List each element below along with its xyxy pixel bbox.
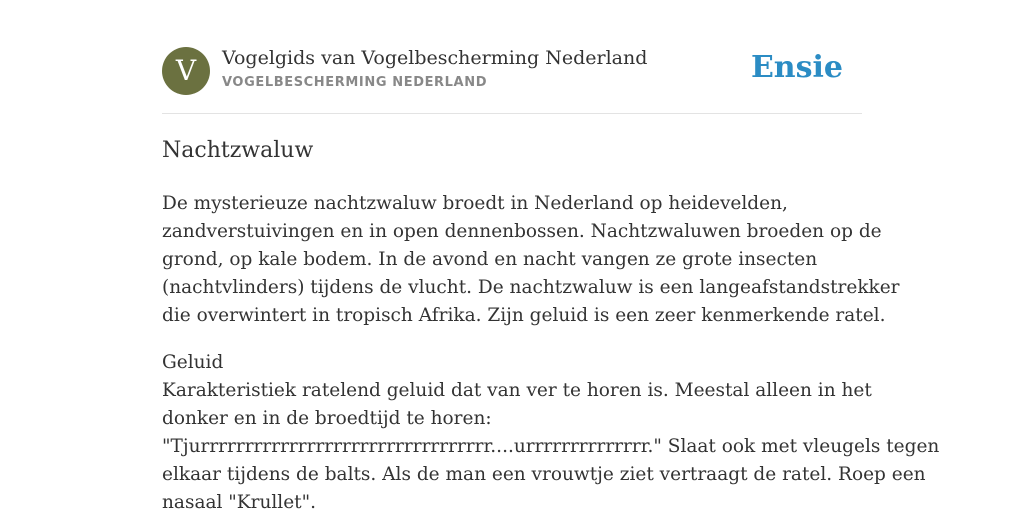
- source-publisher[interactable]: VOGELBESCHERMING NEDERLAND: [222, 75, 488, 90]
- source-title[interactable]: Vogelgids van Vogelbescherming Nederland: [222, 47, 648, 69]
- text-line: elkaar tijdens de balts. Als de man een vrouwtje ziet vertraagt de ratel. Roep een: [162, 464, 926, 485]
- header-divider: [162, 113, 862, 114]
- entry-content: [162, 190, 940, 512]
- text-line: zandverstuivingen en in open dennenbossen. Nachtzwaluwen broeden op de: [162, 221, 882, 242]
- entry-paragraph-sound: [162, 349, 940, 512]
- entry-paragraph-description: [162, 190, 900, 330]
- source-header: [162, 46, 862, 96]
- text-line: nasaal "Krullet".: [162, 492, 316, 512]
- text-line: "Tjurrrrrrrrrrrrrrrrrrrrrrrrrrrrrrrrr....urrrrrrrrrrrrrr." Slaat ook met vleugels tegen: [162, 436, 940, 457]
- text-line: (nachtvlinders) tijdens de vlucht. De nachtzwaluw is een langeafstandstrekker: [162, 277, 900, 298]
- source-avatar[interactable]: V: [162, 47, 210, 95]
- entry-title: Nachtzwaluw: [162, 138, 314, 163]
- section-heading-sound: Geluid: [162, 352, 224, 373]
- text-line: Karakteristiek ratelend geluid dat van ver te horen is. Meestal alleen in het: [162, 380, 872, 401]
- ensie-logo[interactable]: Ensie: [750, 50, 843, 85]
- text-line: donker en in de broedtijd te horen:: [162, 408, 492, 429]
- text-line: grond, op kale bodem. In de avond en nacht vangen ze grote insecten: [162, 249, 818, 270]
- text-line: De mysterieuze nachtzwaluw broedt in Nederland op heidevelden,: [162, 193, 788, 214]
- text-line: die overwintert in tropisch Afrika. Zijn geluid is een zeer kenmerkende ratel.: [162, 305, 886, 326]
